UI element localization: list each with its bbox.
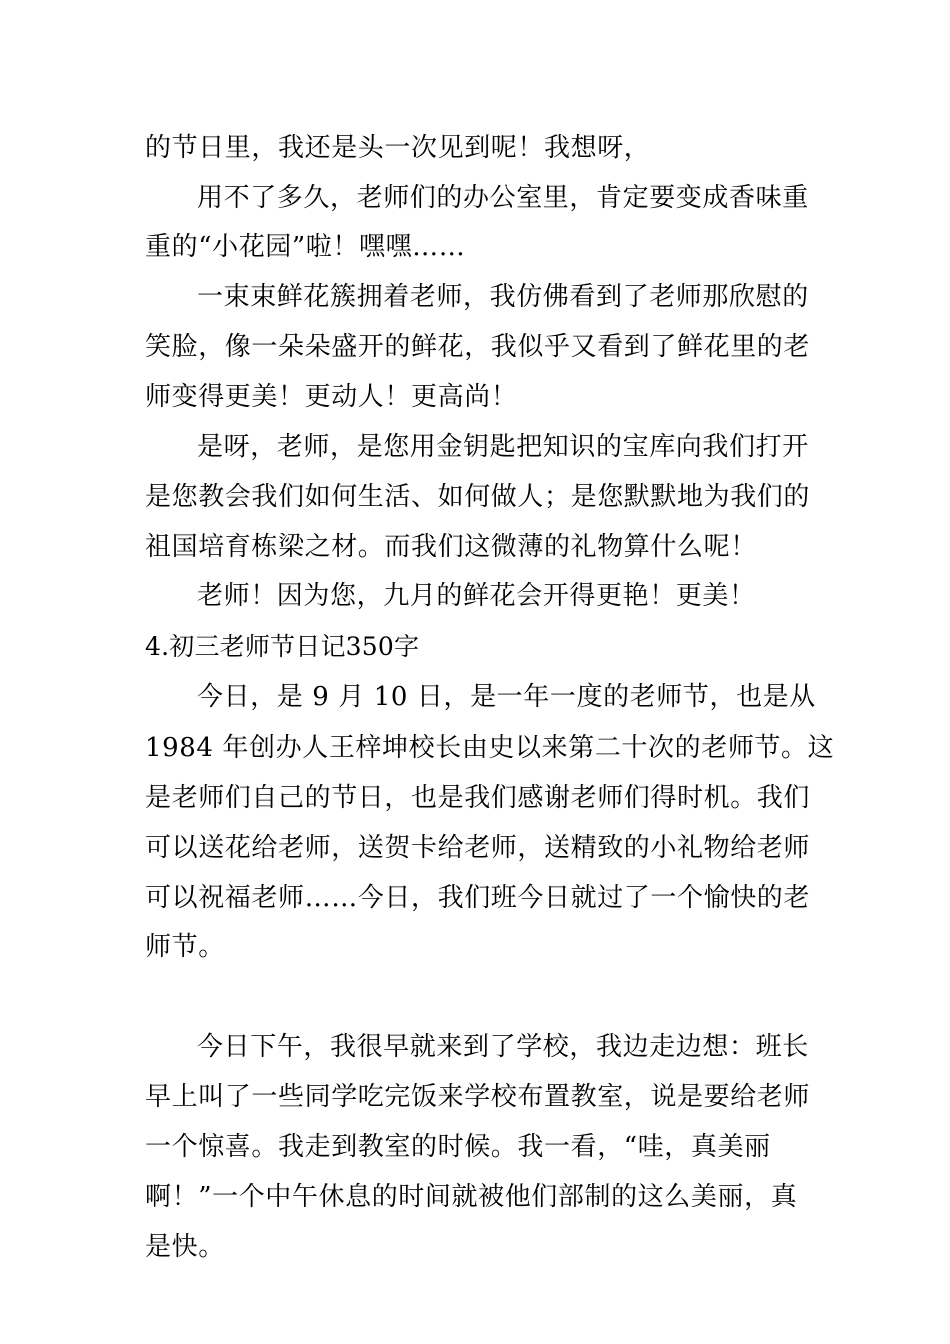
essay-line: 今日下午，我很早就来到了学校，我边走边想：班长 xyxy=(197,1032,809,1062)
essay-line: 啊！”一个中午休息的时间就被他们部制的这么美丽，真 xyxy=(145,1182,798,1212)
essay-line: 一个惊喜。我走到教室的时候。我一看，“哇，真美丽 xyxy=(145,1132,771,1162)
essay-line: 早上叫了一些同学吃完饭来学校布置教室，说是要给老师 xyxy=(145,1082,811,1112)
paragraph-line: 祖国培育栋梁之材。而我们这微薄的礼物算什么呢！ xyxy=(145,532,757,562)
essay-line: 是老师们自己的节日，也是我们感谢老师们得时机。我们 xyxy=(145,783,811,813)
essay-line: 师节。 xyxy=(145,932,225,962)
paragraph-line: 笑脸，像一朵朵盛开的鲜花，我似乎又看到了鲜花里的老 xyxy=(145,332,811,362)
essay-line: 可以送花给老师，送贺卡给老师，送精致的小礼物给老师 xyxy=(145,833,811,863)
essay-line: 是快。 xyxy=(145,1232,225,1262)
essay-line: 1984 年创办人王梓坤校长由史以来第二十次的老师节。这 xyxy=(145,733,835,763)
paragraph-line: 一束束鲜花簇拥着老师，我仿佛看到了老师那欣慰的 xyxy=(197,282,809,312)
paragraph-line: 重的“小花园”啦！嘿嘿…… xyxy=(145,232,466,262)
paragraph-line: 老师！因为您，九月的鲜花会开得更艳！更美！ xyxy=(197,581,756,611)
paragraph-line: 的节日里，我还是头一次见到呢！我想呀， xyxy=(145,133,651,163)
paragraph-line: 用不了多久，老师们的办公室里，肯定要变成香味重 xyxy=(197,183,809,213)
essay-line: 可以祝福老师……今日，我们班今日就过了一个愉快的老 xyxy=(145,883,811,913)
paragraph-line: 师变得更美！更动人！更高尚！ xyxy=(145,382,518,412)
paragraph-line: 是您教会我们如何生活、如何做人；是您默默地为我们的 xyxy=(145,482,811,512)
paragraph-line: 是呀，老师，是您用金钥匙把知识的宝库向我们打开 xyxy=(197,432,809,462)
essay-line: 今日，是 9 月 10 日，是一年一度的老师节，也是从 xyxy=(197,682,816,712)
section-heading: 4.初三老师节日记350字 xyxy=(145,632,420,661)
